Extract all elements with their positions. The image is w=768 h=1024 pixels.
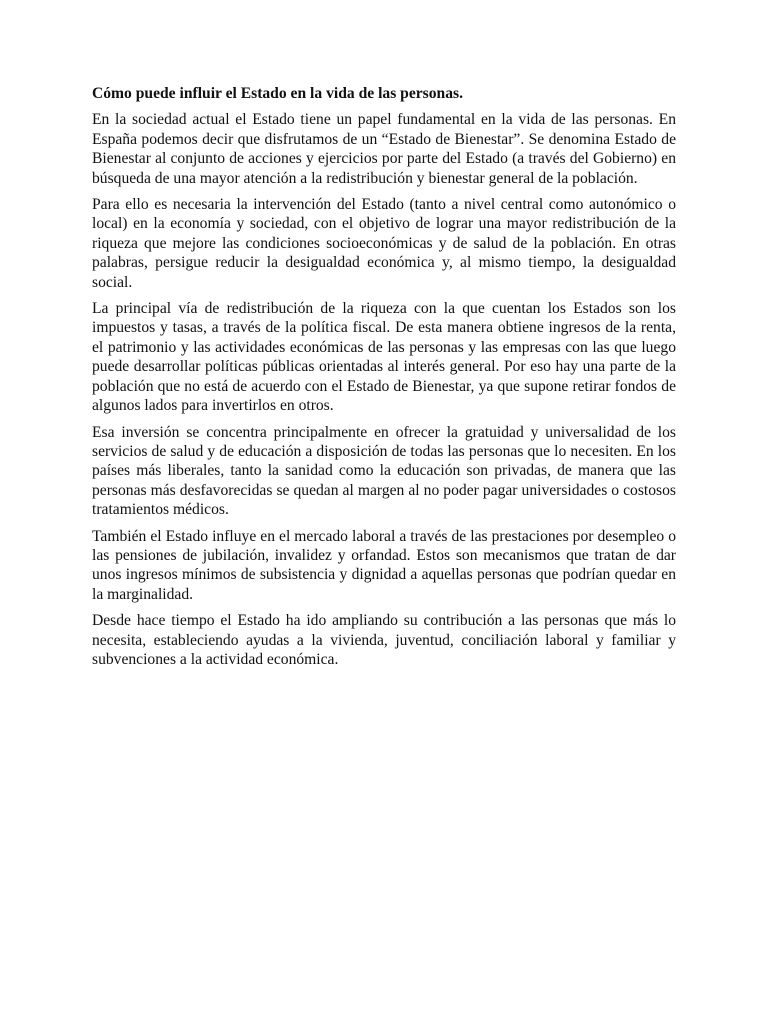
paragraph-4: Esa inversión se concentra principalmente en ofrecer la gratuidad y universalidad de los servicios de salud y de educación a disposición de todas las personas que lo necesiten. En los países más liberales, tanto la sanidad como la educación son privadas, de manera que las personas más desfavorecidas se quedan al margen al no poder pagar universidades o costosos tratamientos médicos. [92, 423, 676, 519]
paragraph-6: Desde hace tiempo el Estado ha ido ampliando su contribución a las personas que más lo necesita, estableciendo ayudas a la vivienda, juventud, conciliación laboral y familiar y subvenciones a la actividad económica. [92, 612, 676, 668]
paragraph-5: También el Estado influye en el mercado laboral a través de las prestaciones por desempleo o las pensiones de jubilación, invalidez y orfandad. Estos son mecanismos que tratan de dar unos ingresos mínimos de subsistencia y dignidad a aquellas personas que podrían quedar en la marginalidad. [92, 527, 676, 603]
paragraph-2: Para ello es necesaria la intervención del Estado (tanto a nivel central como autonómico o local) en la economía y sociedad, con el objetivo de lograr una mayor redistribución de la riqueza que mejore las condiciones socioeconómicas y de salud de la población. En otras palabras, persigue reducir la desigualdad económica y, al mismo tiempo, la desigualdad social. [92, 196, 676, 291]
document-page [92, 84, 676, 676]
paragraph-1: En la sociedad actual el Estado tiene un papel fundamental en la vida de las personas. En España podemos decir que disfrutamos de un “Estado de Bienestar”. Se denomina Estado de Bienestar al conjunto de acciones y ejercicios por parte del Estado (a través del Gobierno) en búsqueda de una mayor atención a la redistribución y bienestar general de la población. [92, 111, 676, 187]
document-title: Cómo puede influir el Estado en la vida de las personas. [92, 85, 463, 102]
paragraph-3: La principal vía de redistribución de la riqueza con la que cuentan los Estados son los impuestos y tasas, a través de la política fiscal. De esta manera obtiene ingresos de la renta, el patrimonio y las actividades económicas de las personas y las empresas con las que luego puede desarrollar políticas públicas orientadas al interés general. Por eso hay una parte de la población que no está de acuerdo con el Estado de Bienestar, ya que supone retirar fondos de algunos lados para invertirlos en otros. [92, 300, 676, 415]
